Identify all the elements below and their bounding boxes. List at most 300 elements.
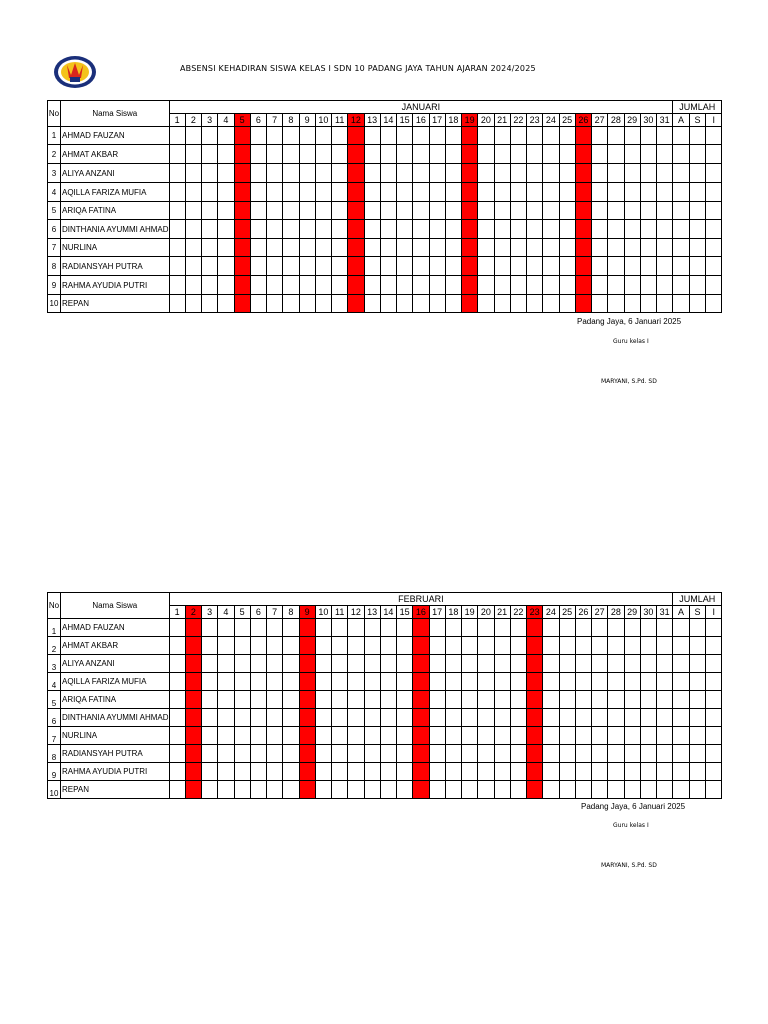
- attendance-cell[interactable]: [202, 295, 218, 313]
- attendance-cell[interactable]: [315, 709, 331, 727]
- attendance-cell[interactable]: [380, 202, 396, 220]
- attendance-cell[interactable]: [169, 655, 185, 673]
- attendance-cell[interactable]: [267, 673, 283, 691]
- attendance-cell[interactable]: [315, 220, 331, 239]
- attendance-cell[interactable]: [510, 202, 526, 220]
- attendance-cell[interactable]: [397, 276, 413, 295]
- attendance-cell[interactable]: [624, 220, 640, 239]
- attendance-cell[interactable]: [234, 673, 250, 691]
- attendance-cell[interactable]: [397, 220, 413, 239]
- attendance-cell[interactable]: [397, 637, 413, 655]
- total-cell[interactable]: [673, 164, 690, 183]
- attendance-cell[interactable]: [169, 257, 185, 276]
- attendance-cell[interactable]: [169, 745, 185, 763]
- attendance-cell[interactable]: [494, 655, 510, 673]
- attendance-cell[interactable]: [348, 781, 364, 799]
- attendance-cell[interactable]: [380, 276, 396, 295]
- attendance-cell[interactable]: [218, 781, 234, 799]
- attendance-cell[interactable]: [364, 727, 380, 745]
- attendance-cell[interactable]: [543, 727, 559, 745]
- attendance-cell[interactable]: [592, 164, 608, 183]
- attendance-cell[interactable]: [543, 709, 559, 727]
- holiday-cell[interactable]: [234, 276, 250, 295]
- attendance-cell[interactable]: [559, 745, 575, 763]
- attendance-cell[interactable]: [510, 781, 526, 799]
- attendance-cell[interactable]: [559, 727, 575, 745]
- attendance-cell[interactable]: [657, 183, 673, 202]
- holiday-cell[interactable]: [185, 745, 201, 763]
- total-cell[interactable]: [673, 637, 690, 655]
- attendance-cell[interactable]: [559, 295, 575, 313]
- attendance-cell[interactable]: [202, 127, 218, 145]
- attendance-cell[interactable]: [510, 691, 526, 709]
- attendance-cell[interactable]: [592, 145, 608, 164]
- attendance-cell[interactable]: [380, 637, 396, 655]
- attendance-cell[interactable]: [397, 239, 413, 257]
- attendance-cell[interactable]: [299, 220, 315, 239]
- attendance-cell[interactable]: [657, 239, 673, 257]
- attendance-cell[interactable]: [575, 637, 591, 655]
- total-cell[interactable]: [706, 220, 722, 239]
- holiday-cell[interactable]: [348, 202, 364, 220]
- attendance-cell[interactable]: [462, 763, 478, 781]
- attendance-cell[interactable]: [429, 239, 445, 257]
- total-cell[interactable]: [706, 691, 722, 709]
- attendance-cell[interactable]: [267, 257, 283, 276]
- attendance-cell[interactable]: [332, 145, 348, 164]
- attendance-cell[interactable]: [250, 691, 266, 709]
- attendance-cell[interactable]: [478, 709, 494, 727]
- attendance-cell[interactable]: [332, 745, 348, 763]
- attendance-cell[interactable]: [575, 691, 591, 709]
- attendance-cell[interactable]: [657, 127, 673, 145]
- total-cell[interactable]: [689, 220, 706, 239]
- attendance-cell[interactable]: [445, 727, 461, 745]
- total-cell[interactable]: [689, 673, 706, 691]
- attendance-cell[interactable]: [218, 276, 234, 295]
- total-cell[interactable]: [689, 709, 706, 727]
- attendance-cell[interactable]: [478, 202, 494, 220]
- attendance-cell[interactable]: [445, 745, 461, 763]
- total-cell[interactable]: [673, 691, 690, 709]
- attendance-cell[interactable]: [429, 655, 445, 673]
- attendance-cell[interactable]: [283, 164, 299, 183]
- attendance-cell[interactable]: [267, 727, 283, 745]
- total-cell[interactable]: [706, 164, 722, 183]
- attendance-cell[interactable]: [250, 239, 266, 257]
- attendance-cell[interactable]: [397, 202, 413, 220]
- attendance-cell[interactable]: [494, 164, 510, 183]
- total-cell[interactable]: [706, 239, 722, 257]
- attendance-cell[interactable]: [510, 745, 526, 763]
- attendance-cell[interactable]: [185, 202, 201, 220]
- attendance-cell[interactable]: [283, 220, 299, 239]
- attendance-cell[interactable]: [364, 709, 380, 727]
- attendance-cell[interactable]: [185, 257, 201, 276]
- attendance-cell[interactable]: [397, 257, 413, 276]
- attendance-cell[interactable]: [413, 127, 429, 145]
- holiday-cell[interactable]: [299, 673, 315, 691]
- attendance-cell[interactable]: [494, 709, 510, 727]
- attendance-cell[interactable]: [575, 745, 591, 763]
- attendance-cell[interactable]: [608, 673, 624, 691]
- attendance-cell[interactable]: [267, 127, 283, 145]
- attendance-cell[interactable]: [169, 709, 185, 727]
- attendance-cell[interactable]: [494, 239, 510, 257]
- attendance-cell[interactable]: [429, 763, 445, 781]
- attendance-cell[interactable]: [608, 145, 624, 164]
- attendance-cell[interactable]: [315, 637, 331, 655]
- attendance-cell[interactable]: [380, 295, 396, 313]
- total-cell[interactable]: [673, 727, 690, 745]
- attendance-cell[interactable]: [380, 183, 396, 202]
- attendance-cell[interactable]: [494, 691, 510, 709]
- attendance-cell[interactable]: [640, 709, 656, 727]
- attendance-cell[interactable]: [462, 673, 478, 691]
- attendance-cell[interactable]: [478, 763, 494, 781]
- attendance-cell[interactable]: [624, 673, 640, 691]
- holiday-cell[interactable]: [575, 295, 591, 313]
- attendance-cell[interactable]: [445, 164, 461, 183]
- attendance-cell[interactable]: [283, 727, 299, 745]
- total-cell[interactable]: [706, 276, 722, 295]
- attendance-cell[interactable]: [624, 619, 640, 637]
- attendance-cell[interactable]: [624, 655, 640, 673]
- attendance-cell[interactable]: [283, 691, 299, 709]
- attendance-cell[interactable]: [185, 183, 201, 202]
- attendance-cell[interactable]: [315, 745, 331, 763]
- attendance-cell[interactable]: [608, 709, 624, 727]
- attendance-cell[interactable]: [640, 763, 656, 781]
- holiday-cell[interactable]: [575, 239, 591, 257]
- attendance-cell[interactable]: [397, 295, 413, 313]
- attendance-cell[interactable]: [299, 257, 315, 276]
- attendance-cell[interactable]: [478, 673, 494, 691]
- attendance-cell[interactable]: [169, 727, 185, 745]
- attendance-cell[interactable]: [169, 781, 185, 799]
- attendance-cell[interactable]: [397, 763, 413, 781]
- holiday-cell[interactable]: [462, 202, 478, 220]
- attendance-cell[interactable]: [624, 781, 640, 799]
- attendance-cell[interactable]: [332, 763, 348, 781]
- attendance-cell[interactable]: [575, 763, 591, 781]
- attendance-cell[interactable]: [413, 183, 429, 202]
- attendance-cell[interactable]: [543, 202, 559, 220]
- holiday-cell[interactable]: [413, 781, 429, 799]
- attendance-cell[interactable]: [510, 127, 526, 145]
- attendance-cell[interactable]: [657, 763, 673, 781]
- total-cell[interactable]: [689, 745, 706, 763]
- holiday-cell[interactable]: [527, 691, 543, 709]
- attendance-cell[interactable]: [494, 276, 510, 295]
- attendance-cell[interactable]: [364, 257, 380, 276]
- attendance-cell[interactable]: [169, 673, 185, 691]
- attendance-cell[interactable]: [413, 276, 429, 295]
- attendance-cell[interactable]: [494, 183, 510, 202]
- attendance-cell[interactable]: [250, 202, 266, 220]
- attendance-cell[interactable]: [575, 781, 591, 799]
- attendance-cell[interactable]: [462, 781, 478, 799]
- attendance-cell[interactable]: [559, 276, 575, 295]
- attendance-cell[interactable]: [640, 691, 656, 709]
- attendance-cell[interactable]: [250, 709, 266, 727]
- holiday-cell[interactable]: [185, 619, 201, 637]
- total-cell[interactable]: [689, 239, 706, 257]
- attendance-cell[interactable]: [267, 763, 283, 781]
- holiday-cell[interactable]: [348, 220, 364, 239]
- attendance-cell[interactable]: [575, 619, 591, 637]
- attendance-cell[interactable]: [299, 295, 315, 313]
- attendance-cell[interactable]: [478, 295, 494, 313]
- attendance-cell[interactable]: [364, 637, 380, 655]
- total-cell[interactable]: [706, 727, 722, 745]
- attendance-cell[interactable]: [283, 239, 299, 257]
- attendance-cell[interactable]: [624, 127, 640, 145]
- attendance-cell[interactable]: [527, 276, 543, 295]
- attendance-cell[interactable]: [202, 691, 218, 709]
- attendance-cell[interactable]: [364, 220, 380, 239]
- holiday-cell[interactable]: [348, 183, 364, 202]
- attendance-cell[interactable]: [445, 145, 461, 164]
- attendance-cell[interactable]: [332, 655, 348, 673]
- attendance-cell[interactable]: [185, 239, 201, 257]
- attendance-cell[interactable]: [624, 183, 640, 202]
- total-cell[interactable]: [689, 202, 706, 220]
- attendance-cell[interactable]: [315, 164, 331, 183]
- attendance-cell[interactable]: [624, 239, 640, 257]
- attendance-cell[interactable]: [429, 709, 445, 727]
- total-cell[interactable]: [706, 619, 722, 637]
- attendance-cell[interactable]: [250, 127, 266, 145]
- attendance-cell[interactable]: [267, 745, 283, 763]
- attendance-cell[interactable]: [592, 295, 608, 313]
- attendance-cell[interactable]: [478, 164, 494, 183]
- holiday-cell[interactable]: [575, 127, 591, 145]
- attendance-cell[interactable]: [494, 127, 510, 145]
- attendance-cell[interactable]: [299, 145, 315, 164]
- attendance-cell[interactable]: [527, 295, 543, 313]
- attendance-cell[interactable]: [202, 619, 218, 637]
- attendance-cell[interactable]: [462, 709, 478, 727]
- attendance-cell[interactable]: [429, 164, 445, 183]
- attendance-cell[interactable]: [315, 183, 331, 202]
- attendance-cell[interactable]: [283, 295, 299, 313]
- attendance-cell[interactable]: [429, 202, 445, 220]
- attendance-cell[interactable]: [624, 276, 640, 295]
- attendance-cell[interactable]: [218, 691, 234, 709]
- attendance-cell[interactable]: [218, 619, 234, 637]
- attendance-cell[interactable]: [299, 276, 315, 295]
- attendance-cell[interactable]: [267, 164, 283, 183]
- attendance-cell[interactable]: [397, 145, 413, 164]
- holiday-cell[interactable]: [462, 145, 478, 164]
- attendance-cell[interactable]: [315, 655, 331, 673]
- holiday-cell[interactable]: [348, 164, 364, 183]
- attendance-cell[interactable]: [494, 619, 510, 637]
- attendance-cell[interactable]: [348, 655, 364, 673]
- total-cell[interactable]: [706, 637, 722, 655]
- attendance-cell[interactable]: [218, 257, 234, 276]
- attendance-cell[interactable]: [218, 239, 234, 257]
- attendance-cell[interactable]: [218, 709, 234, 727]
- attendance-cell[interactable]: [315, 127, 331, 145]
- attendance-cell[interactable]: [624, 745, 640, 763]
- attendance-cell[interactable]: [397, 183, 413, 202]
- attendance-cell[interactable]: [640, 202, 656, 220]
- attendance-cell[interactable]: [218, 655, 234, 673]
- attendance-cell[interactable]: [169, 637, 185, 655]
- holiday-cell[interactable]: [348, 239, 364, 257]
- attendance-cell[interactable]: [608, 239, 624, 257]
- total-cell[interactable]: [673, 295, 690, 313]
- attendance-cell[interactable]: [429, 673, 445, 691]
- attendance-cell[interactable]: [559, 637, 575, 655]
- holiday-cell[interactable]: [348, 295, 364, 313]
- attendance-cell[interactable]: [592, 763, 608, 781]
- attendance-cell[interactable]: [185, 145, 201, 164]
- attendance-cell[interactable]: [250, 145, 266, 164]
- holiday-cell[interactable]: [299, 763, 315, 781]
- attendance-cell[interactable]: [592, 655, 608, 673]
- holiday-cell[interactable]: [413, 637, 429, 655]
- attendance-cell[interactable]: [283, 763, 299, 781]
- attendance-cell[interactable]: [478, 619, 494, 637]
- attendance-cell[interactable]: [657, 727, 673, 745]
- attendance-cell[interactable]: [413, 164, 429, 183]
- attendance-cell[interactable]: [559, 763, 575, 781]
- total-cell[interactable]: [689, 655, 706, 673]
- attendance-cell[interactable]: [640, 145, 656, 164]
- attendance-cell[interactable]: [185, 127, 201, 145]
- holiday-cell[interactable]: [234, 202, 250, 220]
- holiday-cell[interactable]: [413, 619, 429, 637]
- attendance-cell[interactable]: [657, 781, 673, 799]
- attendance-cell[interactable]: [169, 220, 185, 239]
- attendance-cell[interactable]: [202, 745, 218, 763]
- attendance-cell[interactable]: [332, 709, 348, 727]
- attendance-cell[interactable]: [250, 781, 266, 799]
- attendance-cell[interactable]: [332, 164, 348, 183]
- attendance-cell[interactable]: [575, 727, 591, 745]
- attendance-cell[interactable]: [413, 295, 429, 313]
- attendance-cell[interactable]: [169, 127, 185, 145]
- holiday-cell[interactable]: [185, 691, 201, 709]
- attendance-cell[interactable]: [397, 781, 413, 799]
- attendance-cell[interactable]: [234, 637, 250, 655]
- attendance-cell[interactable]: [380, 164, 396, 183]
- holiday-cell[interactable]: [527, 673, 543, 691]
- attendance-cell[interactable]: [250, 727, 266, 745]
- holiday-cell[interactable]: [527, 655, 543, 673]
- holiday-cell[interactable]: [462, 239, 478, 257]
- attendance-cell[interactable]: [494, 745, 510, 763]
- total-cell[interactable]: [689, 691, 706, 709]
- attendance-cell[interactable]: [640, 673, 656, 691]
- attendance-cell[interactable]: [348, 709, 364, 727]
- attendance-cell[interactable]: [543, 673, 559, 691]
- attendance-cell[interactable]: [202, 781, 218, 799]
- attendance-cell[interactable]: [429, 781, 445, 799]
- holiday-cell[interactable]: [575, 202, 591, 220]
- total-cell[interactable]: [673, 202, 690, 220]
- attendance-cell[interactable]: [283, 183, 299, 202]
- attendance-cell[interactable]: [283, 257, 299, 276]
- attendance-cell[interactable]: [202, 164, 218, 183]
- attendance-cell[interactable]: [640, 239, 656, 257]
- attendance-cell[interactable]: [380, 691, 396, 709]
- total-cell[interactable]: [673, 239, 690, 257]
- attendance-cell[interactable]: [364, 276, 380, 295]
- attendance-cell[interactable]: [332, 202, 348, 220]
- attendance-cell[interactable]: [592, 239, 608, 257]
- attendance-cell[interactable]: [348, 637, 364, 655]
- attendance-cell[interactable]: [559, 239, 575, 257]
- attendance-cell[interactable]: [640, 781, 656, 799]
- attendance-cell[interactable]: [608, 727, 624, 745]
- holiday-cell[interactable]: [299, 781, 315, 799]
- holiday-cell[interactable]: [413, 763, 429, 781]
- attendance-cell[interactable]: [348, 727, 364, 745]
- attendance-cell[interactable]: [624, 727, 640, 745]
- attendance-cell[interactable]: [315, 673, 331, 691]
- attendance-cell[interactable]: [543, 619, 559, 637]
- attendance-cell[interactable]: [218, 763, 234, 781]
- attendance-cell[interactable]: [202, 202, 218, 220]
- attendance-cell[interactable]: [640, 655, 656, 673]
- attendance-cell[interactable]: [527, 202, 543, 220]
- attendance-cell[interactable]: [592, 257, 608, 276]
- attendance-cell[interactable]: [478, 691, 494, 709]
- attendance-cell[interactable]: [527, 164, 543, 183]
- attendance-cell[interactable]: [494, 295, 510, 313]
- attendance-cell[interactable]: [250, 763, 266, 781]
- attendance-cell[interactable]: [462, 619, 478, 637]
- attendance-cell[interactable]: [624, 257, 640, 276]
- attendance-cell[interactable]: [657, 691, 673, 709]
- attendance-cell[interactable]: [315, 295, 331, 313]
- total-cell[interactable]: [689, 164, 706, 183]
- attendance-cell[interactable]: [478, 781, 494, 799]
- attendance-cell[interactable]: [478, 257, 494, 276]
- attendance-cell[interactable]: [413, 220, 429, 239]
- attendance-cell[interactable]: [315, 763, 331, 781]
- attendance-cell[interactable]: [640, 276, 656, 295]
- attendance-cell[interactable]: [332, 295, 348, 313]
- attendance-cell[interactable]: [202, 145, 218, 164]
- attendance-cell[interactable]: [169, 619, 185, 637]
- attendance-cell[interactable]: [575, 673, 591, 691]
- attendance-cell[interactable]: [169, 145, 185, 164]
- attendance-cell[interactable]: [429, 745, 445, 763]
- attendance-cell[interactable]: [445, 127, 461, 145]
- holiday-cell[interactable]: [575, 220, 591, 239]
- attendance-cell[interactable]: [202, 276, 218, 295]
- attendance-cell[interactable]: [445, 655, 461, 673]
- total-cell[interactable]: [673, 220, 690, 239]
- attendance-cell[interactable]: [218, 127, 234, 145]
- attendance-cell[interactable]: [527, 145, 543, 164]
- attendance-cell[interactable]: [283, 709, 299, 727]
- attendance-cell[interactable]: [478, 745, 494, 763]
- attendance-cell[interactable]: [185, 164, 201, 183]
- attendance-cell[interactable]: [218, 164, 234, 183]
- total-cell[interactable]: [673, 763, 690, 781]
- attendance-cell[interactable]: [624, 709, 640, 727]
- attendance-cell[interactable]: [575, 655, 591, 673]
- attendance-cell[interactable]: [250, 619, 266, 637]
- attendance-cell[interactable]: [364, 145, 380, 164]
- attendance-cell[interactable]: [543, 164, 559, 183]
